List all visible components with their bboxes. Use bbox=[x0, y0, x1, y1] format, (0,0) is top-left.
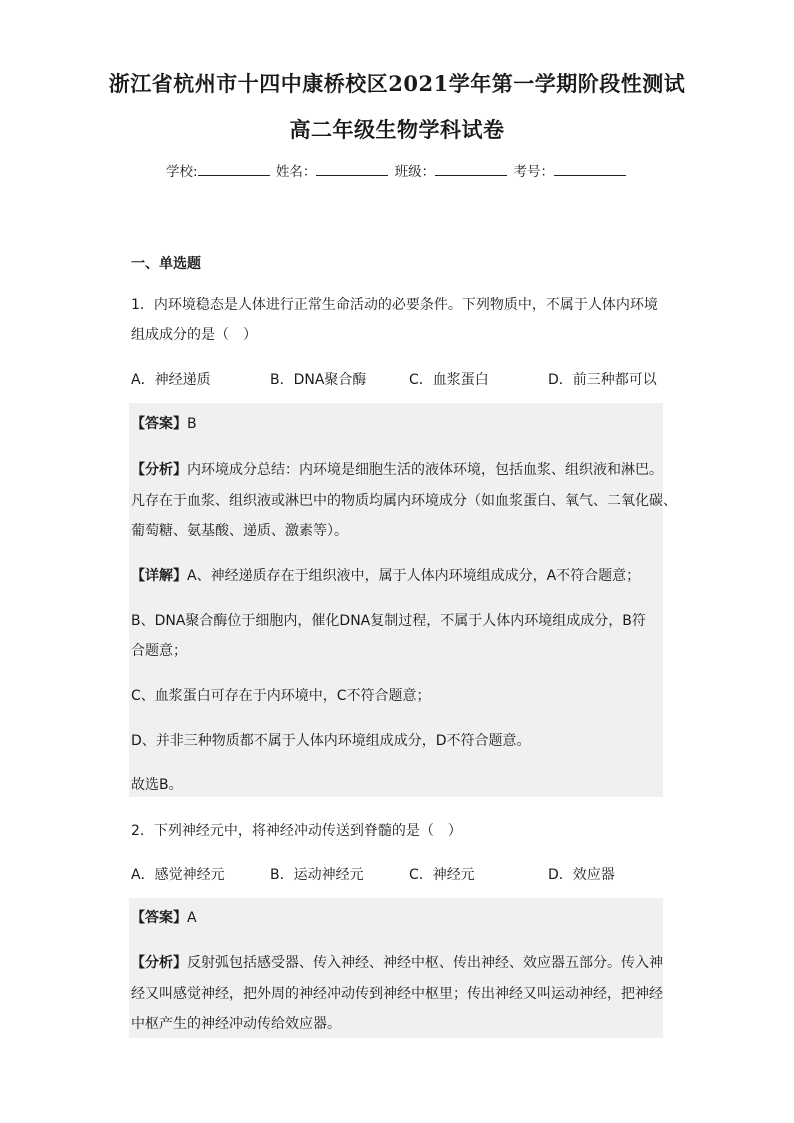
q2-answer bbox=[131, 907, 197, 927]
q2-analysis-line1 bbox=[131, 952, 663, 972]
q1-detail-b-line1: B、DNA聚合酶位于细胞内，催化DNA复制过程，不属于人体内环境组成成分，B符 bbox=[131, 613, 646, 629]
q2-option-c: C．神经元 bbox=[409, 867, 475, 883]
school-label: 学校: bbox=[166, 164, 198, 180]
q2-option-a: A．感觉神经元 bbox=[131, 867, 225, 883]
q1-conclusion: 故选B。 bbox=[131, 777, 183, 793]
name-label: 姓名： bbox=[275, 164, 317, 180]
q2-stem: 2．下列神经元中，将神经冲动传送到脊髓的是（ ） bbox=[131, 823, 462, 839]
name-blank[interactable] bbox=[316, 162, 388, 176]
q2-option-d: D．效应器 bbox=[548, 867, 615, 883]
section-title: 一、单选题 bbox=[131, 256, 201, 272]
q1-detail-a bbox=[131, 565, 640, 585]
q1-stem-line2: 组成成分的是（ ） bbox=[131, 327, 257, 343]
class-label: 班级： bbox=[394, 164, 436, 180]
analysis-text: 反射弧包括感受器、传入神经、神经中枢、传出神经、效应器五部分。传入神 bbox=[187, 955, 663, 971]
q1-analysis-line1 bbox=[131, 459, 663, 479]
q1-detail-c: C、血浆蛋白可存在于内环境中，C不符合题意； bbox=[131, 688, 431, 704]
class-blank[interactable] bbox=[435, 162, 507, 176]
exam-subtitle: 高二年级生物学科试卷 bbox=[289, 117, 505, 142]
q1-analysis-line3: 葡萄糖、氨基酸、递质、激素等）。 bbox=[131, 523, 348, 539]
q1-detail-d: D、并非三种物质都不属于人体内环境组成成分，D不符合题意。 bbox=[131, 733, 531, 749]
q1-analysis-line2: 凡存在于血浆、组织液或淋巴中的物质均属内环境成分（如血浆蛋白、氧气、二氧化碳、 bbox=[131, 493, 677, 509]
answer-value: B bbox=[187, 416, 197, 432]
exam-no-label: 考号： bbox=[513, 164, 554, 180]
q1-option-c: C．血浆蛋白 bbox=[409, 372, 489, 388]
q1-answer bbox=[131, 413, 197, 433]
analysis-tag: 【分析】 bbox=[131, 955, 187, 971]
analysis-text: 内环境成分总结：内环境是细胞生活的液体环境，包括血浆、组织液和淋巴。 bbox=[187, 462, 663, 478]
answer-tag: 【答案】 bbox=[131, 416, 187, 432]
q1-option-d: D．前三种都可以 bbox=[548, 372, 657, 388]
student-info-line bbox=[0, 160, 794, 180]
school-blank[interactable] bbox=[198, 162, 270, 176]
q1-detail-b-line2: 合题意； bbox=[131, 643, 187, 659]
answer-tag: 【答案】 bbox=[131, 910, 187, 926]
q2-option-b: B．运动神经元 bbox=[270, 867, 364, 883]
q1-option-b: B．DNA聚合酶 bbox=[270, 372, 367, 388]
q2-analysis-line3: 中枢产生的神经冲动传给效应器。 bbox=[131, 1016, 341, 1032]
answer-value: A bbox=[187, 910, 197, 926]
exam-title: 浙江省杭州市十四中康桥校区2021学年第一学期阶段性测试 bbox=[108, 71, 686, 96]
q1-stem-line1: 1．内环境稳态是人体进行正常生命活动的必要条件。下列物质中，不属于人体内环境 bbox=[131, 297, 658, 313]
detail-tag: 【详解】 bbox=[131, 568, 187, 584]
q1-option-a: A．神经递质 bbox=[131, 372, 211, 388]
analysis-tag: 【分析】 bbox=[131, 462, 187, 478]
exam-no-blank[interactable] bbox=[554, 162, 626, 176]
detail-text: A、神经递质存在于组织液中，属于人体内环境组成成分，A不符合题意； bbox=[187, 568, 641, 584]
q2-analysis-line2: 经又叫感觉神经，把外周的神经冲动传到神经中枢里；传出神经又叫运动神经，把神经 bbox=[131, 986, 663, 1002]
